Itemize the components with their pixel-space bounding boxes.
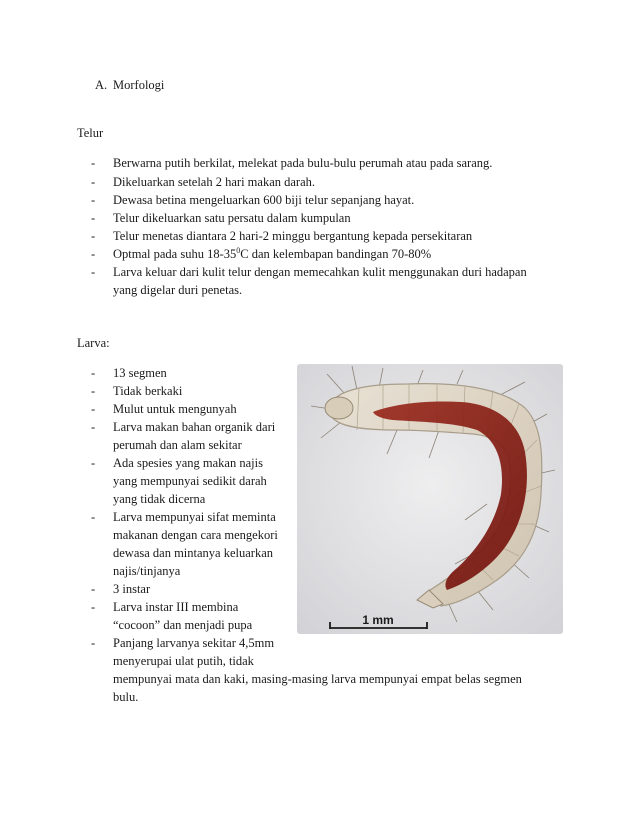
list-item: Ada spesies yang makan najis: [113, 456, 263, 470]
list-item: Berwarna putih berkilat, melekat pada bulu-bulu perumah atau pada sarang.: [113, 156, 493, 170]
list-item: Tidak berkaki: [113, 384, 183, 398]
degree-superscript: 0: [236, 246, 241, 255]
section-number: A.: [95, 78, 108, 92]
suhu-prefix: Optmal pada suhu 18-35: [113, 247, 237, 261]
list-item: Mulut untuk mengunyah: [113, 402, 237, 416]
list-item: Dewasa betina mengeluarkan 600 biji telur sepanjang hayat.: [113, 193, 415, 207]
list-item-continuation: makanan dengan cara mengekori: [113, 528, 278, 542]
larva-head: [325, 397, 353, 419]
larva-micrograph: [297, 364, 563, 634]
list-item-continuation: mempunyai mata dan kaki, masing-masing larva mempunyai empat belas segmen: [113, 672, 522, 686]
list-item-continuation: bulu.: [113, 690, 139, 704]
list-item: Telur menetas diantara 2 hari-2 minggu bergantung kepada persekitaran: [113, 229, 473, 243]
list-item: Larva makan bahan organik dari: [113, 420, 276, 434]
list-item-continuation: dewasa dan mintanya keluarkan: [113, 546, 274, 560]
list-item: Larva instar III membina: [113, 600, 239, 614]
bullet-dash: -: [91, 384, 96, 398]
bullet-dash: -: [91, 402, 96, 416]
list-item: 13 segmen: [113, 366, 167, 380]
scale-bar-label: 1 mm: [362, 613, 394, 627]
bullet-dash: -: [91, 175, 96, 189]
list-item-continuation: najis/tinjanya: [113, 564, 181, 578]
list-item: Larva mempunyai sifat meminta: [113, 510, 276, 524]
list-item: Panjang larvanya sekitar 4,5mm: [113, 636, 275, 650]
list-item-continuation: yang tidak dicerna: [113, 492, 206, 506]
suhu-suffix: C dan kelembapan bandingan 70-80%: [240, 247, 432, 261]
bullet-dash: -: [91, 211, 96, 225]
list-item-continuation: menyerupai ulat putih, tidak: [113, 654, 254, 668]
list-item-suhu: [113, 248, 431, 261]
bullet-dash: -: [91, 600, 96, 614]
list-item-continuation: yang digelar duri penetas.: [113, 283, 243, 297]
list-item-continuation: “cocoon” dan menjadi pupa: [113, 618, 253, 632]
bullet-dash: -: [91, 420, 96, 434]
section-title: Morfologi: [113, 78, 165, 92]
list-item-continuation: yang mempunyai sedikit darah: [113, 474, 267, 488]
larva-illustration: [297, 364, 563, 634]
bullet-dash: -: [91, 193, 96, 207]
bullet-dash: -: [91, 636, 96, 650]
bullet-dash: -: [91, 229, 96, 243]
larva-title: Larva:: [77, 336, 110, 350]
list-item-continuation: perumah dan alam sekitar: [113, 438, 242, 452]
telur-title: Telur: [77, 126, 104, 140]
bullet-dash: -: [91, 582, 96, 596]
bullet-dash: -: [91, 247, 96, 261]
list-item: Larva keluar dari kulit telur dengan memecahkan kulit menggunakan duri hadapan: [113, 265, 527, 279]
bullet-dash: -: [91, 366, 96, 380]
list-item: Dikeluarkan setelah 2 hari makan darah.: [113, 175, 315, 189]
bullet-dash: -: [91, 456, 96, 470]
list-item: 3 instar: [113, 582, 151, 596]
bullet-dash: -: [91, 156, 96, 170]
list-item: Telur dikeluarkan satu persatu dalam kumpulan: [113, 211, 351, 225]
bullet-dash: -: [91, 265, 96, 279]
section-heading: [95, 79, 164, 92]
bullet-dash: -: [91, 510, 96, 524]
